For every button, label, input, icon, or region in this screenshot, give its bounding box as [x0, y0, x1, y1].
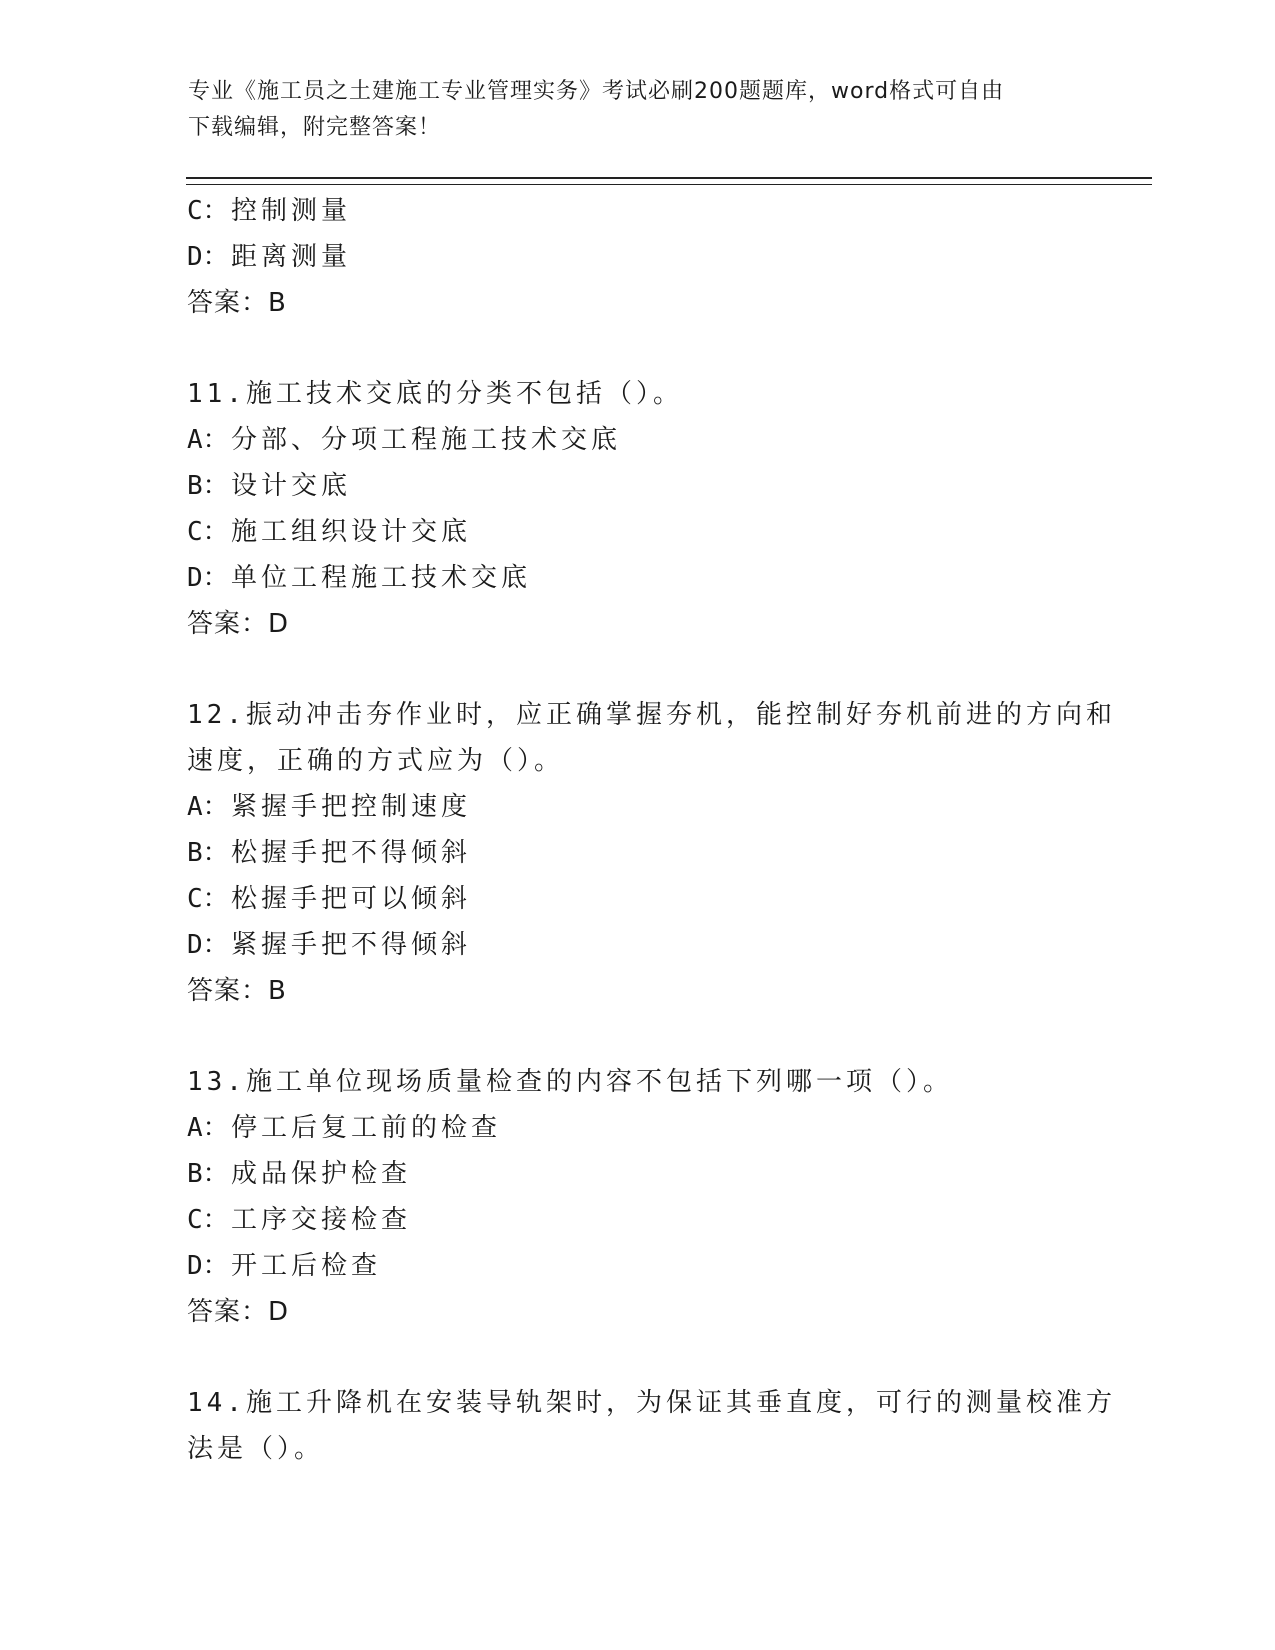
- option-d: [187, 234, 1087, 280]
- option-key: D：: [187, 930, 229, 960]
- option-a: [187, 784, 1087, 830]
- question-list: [187, 188, 1116, 1472]
- question-stem-line-1: 14.施工升降机在安装导轨架时，为保证其垂直度，可行的测量校准方: [187, 1388, 1116, 1418]
- option-a: [187, 417, 1087, 463]
- option-d: [187, 555, 1087, 601]
- option-text: 成品保护检查: [231, 1159, 412, 1189]
- option-key: D：: [187, 1251, 229, 1281]
- option-text: 松握手把不得倾斜: [231, 838, 472, 868]
- option-text: 设计交底: [231, 471, 352, 501]
- document-header: [188, 74, 1068, 146]
- option-text: 紧握手把控制速度: [231, 792, 472, 822]
- option-text: 开工后检查: [231, 1251, 382, 1281]
- question-stem-line-2: 速度，正确的方式应为（）。: [187, 746, 565, 776]
- option-b: [187, 1151, 1087, 1197]
- question-11: [187, 371, 1087, 647]
- question-12: [187, 692, 1116, 1014]
- option-text: 控制测量: [231, 196, 352, 226]
- option-text: 紧握手把不得倾斜: [231, 930, 472, 960]
- option-key: A：: [187, 425, 229, 455]
- option-key: B：: [187, 471, 229, 501]
- option-text: 单位工程施工技术交底: [231, 563, 532, 593]
- answer-line: 答案：B: [187, 976, 287, 1006]
- option-key: C：: [187, 884, 229, 914]
- question-stem-line-1: 12.振动冲击夯作业时，应正确掌握夯机，能控制好夯机前进的方向和: [187, 700, 1116, 730]
- option-key: D：: [187, 563, 229, 593]
- answer-line: 答案：D: [187, 1297, 290, 1327]
- option-d: [187, 922, 1087, 968]
- question-stem: 11.施工技术交底的分类不包括（）。: [187, 379, 683, 409]
- option-key: C：: [187, 517, 229, 547]
- answer-line: 答案：D: [187, 609, 290, 639]
- option-key: C：: [187, 1205, 229, 1235]
- option-c: [187, 509, 1087, 555]
- option-text: 工序交接检查: [231, 1205, 412, 1235]
- option-key: C：: [187, 196, 229, 226]
- answer-line: 答案：B: [187, 288, 287, 318]
- option-a: [187, 1105, 1087, 1151]
- option-key: D：: [187, 242, 229, 272]
- option-text: 松握手把可以倾斜: [231, 884, 472, 914]
- option-b: [187, 463, 1087, 509]
- option-key: A：: [187, 1113, 229, 1143]
- question-stem: 13.施工单位现场质量检查的内容不包括下列哪一项（）。: [187, 1067, 953, 1097]
- header-divider: [186, 177, 1152, 185]
- question-stem-line-2: 法是（）。: [187, 1434, 325, 1464]
- option-key: B：: [187, 838, 229, 868]
- header-line-2: 下载编辑，附完整答案！: [188, 115, 442, 140]
- option-key: B：: [187, 1159, 229, 1189]
- prev-question-block: [187, 188, 1087, 326]
- question-13: [187, 1059, 1087, 1335]
- question-14: [187, 1380, 1116, 1472]
- option-c: [187, 188, 1087, 234]
- option-text: 施工组织设计交底: [231, 517, 472, 547]
- option-text: 分部、分项工程施工技术交底: [231, 425, 622, 455]
- option-c: [187, 1197, 1087, 1243]
- option-key: A：: [187, 792, 229, 822]
- option-d: [187, 1243, 1087, 1289]
- header-line-1: 专业《施工员之土建施工专业管理实务》考试必刷200题题库，word格式可自由: [188, 79, 1005, 104]
- option-c: [187, 876, 1087, 922]
- option-b: [187, 830, 1087, 876]
- option-text: 停工后复工前的检查: [231, 1113, 502, 1143]
- option-text: 距离测量: [231, 242, 352, 272]
